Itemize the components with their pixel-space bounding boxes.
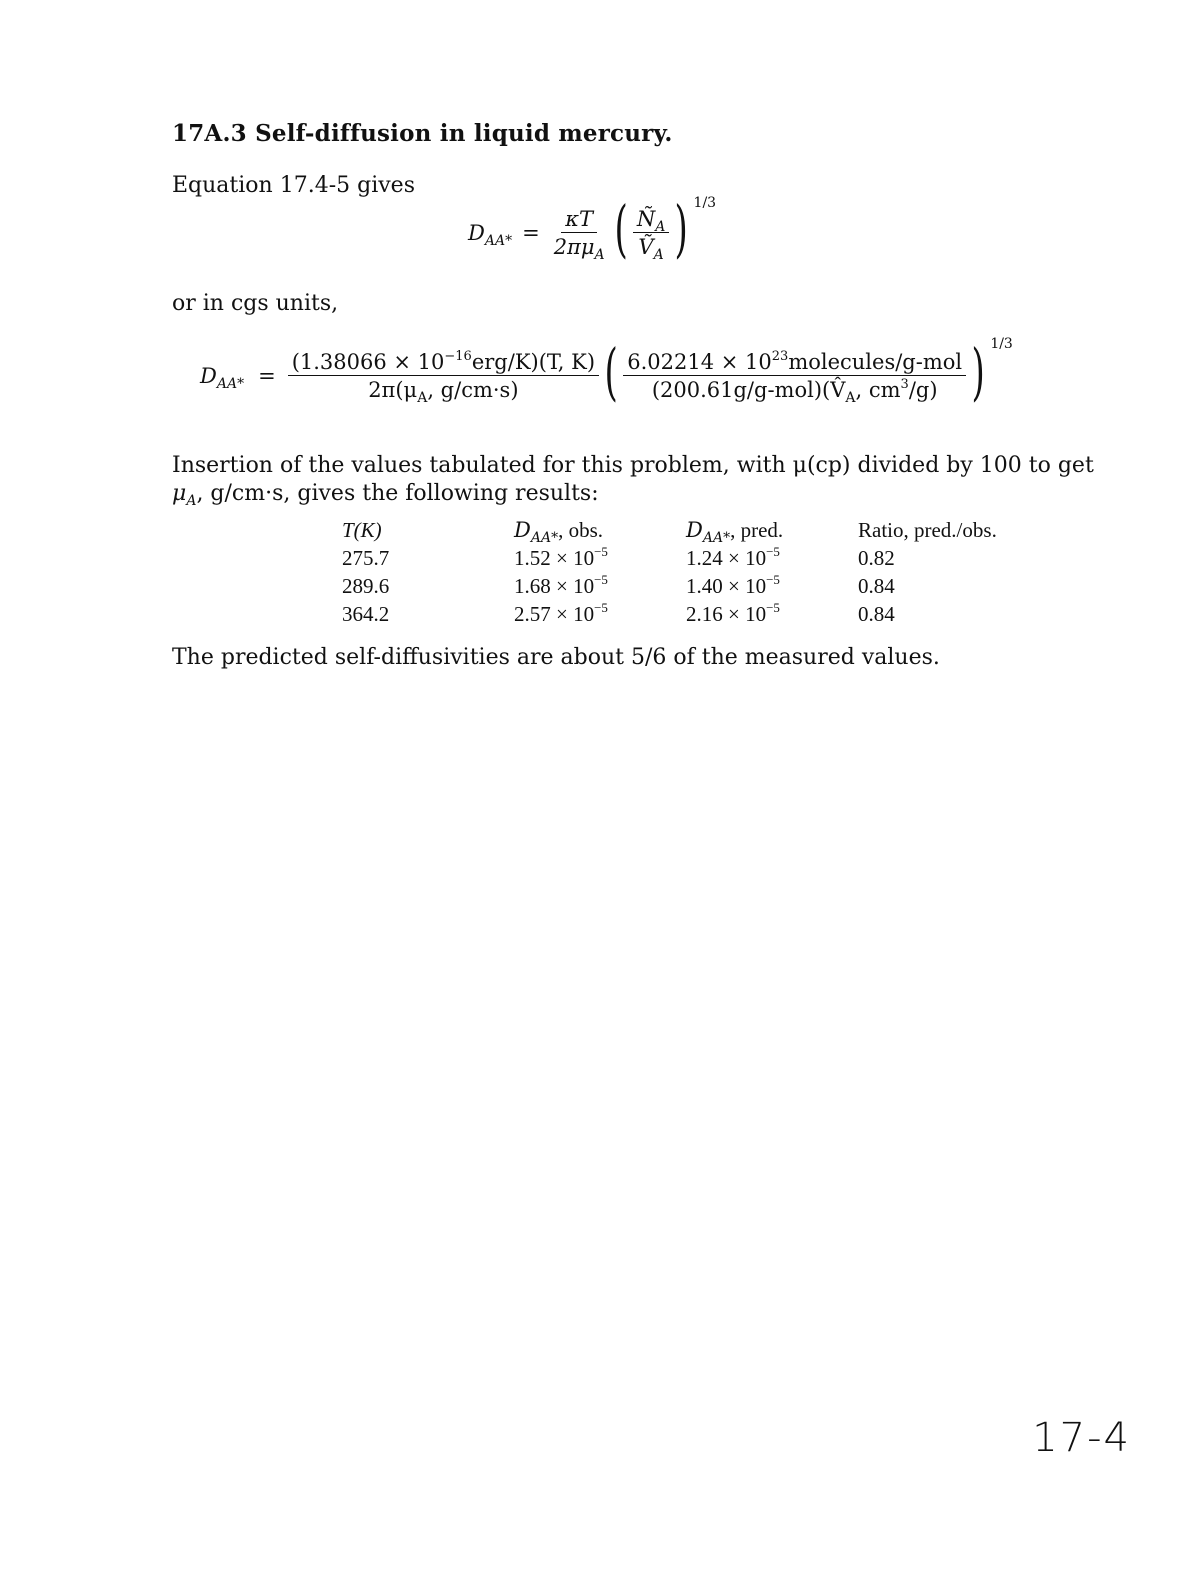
eq1-lhs: $D_{AA*}$ (468, 221, 513, 249)
table-row: 364.2 $2.57 \times 10^{-5}$ $2.16 \times 10^{-5}$ 0.84 (342, 599, 895, 626)
table-header (342, 516, 1048, 544)
eq2-lhs: $D_{AA*}$ (200, 364, 245, 392)
insertion-line-1: Insertion of the values tabulated for this problem, with μ(cp) divided by 100 to get (172, 453, 1094, 478)
cgs-text: or in cgs units, (172, 291, 339, 316)
eq2-right-paren: ) (971, 335, 985, 408)
eq2-inner-fraction: $\frac{6.02214 \times 10^{23}molecules/g-mol}{(200.61g/g-mol)(V̂_A, cm^3/g)}$ (623, 350, 966, 402)
header-temperature: T(K) (342, 517, 382, 542)
equation-2: $D_{AA*}$ = $\frac{(1.38066 \times 10^{-16}erg/K)(T, K)}{2\pi(\mu_A, g/cm\cdot s)}$ ( $\frac{6.02214 \times 10^{23}molecules/g-mol}{(200.61g/g-mol)(V̂_A, cm^3/g)}$ ) 1/3 (200, 335, 1013, 408)
header-obs: $D_{AA*}$, obs. (514, 517, 604, 546)
eq2-fraction: $\frac{(1.38066 \times 10^{-16}erg/K)(T, K)}{2\pi(\mu_A, g/cm\cdot s)}$ (288, 350, 599, 402)
table-row: 289.6 $1.68 \times 10^{-5}$ $1.40 \times 10^{-5}$ 0.84 (342, 571, 895, 598)
eq1-inner-fraction: $\frac{Ñ_A}{Ṽ_A}$ (633, 207, 670, 259)
table-row: 275.7 $1.52 \times 10^{-5}$ $1.24 \times 10^{-5}$ 0.82 (342, 543, 895, 570)
eq2-exponent: 1/3 (990, 336, 1013, 352)
insertion-line-2: $\mu_A$, g/cm·s, gives the following results: (172, 481, 599, 509)
conclusion-text: The predicted self-diffusivities are about 5/6 of the measured values. (172, 645, 940, 670)
header-pred: $D_{AA*}$, pred. (686, 517, 784, 546)
header-ratio: Ratio, pred./obs. (858, 517, 997, 542)
page-number: 17-4 (1032, 1415, 1131, 1461)
eq1-exponent: 1/3 (693, 195, 717, 211)
eq1-left-paren: ( (614, 192, 628, 265)
eq1-right-paren: ) (674, 192, 689, 265)
eq1-fraction: $\frac{\kappa T}{2\pi\mu_A}$ (553, 207, 605, 263)
eq2-left-paren: ( (604, 335, 618, 408)
equation-1: $D_{AA*}$ = $\frac{\kappa T}{2\pi\mu_A}$ ( $\frac{Ñ_A}{Ṽ_A}$ ) 1/3 (468, 192, 717, 265)
results-table (342, 516, 1048, 628)
intro-text: Equation 17.4-5 gives (172, 173, 415, 198)
problem-title: 17A.3 Self-diffusion in liquid mercury. (172, 120, 673, 147)
